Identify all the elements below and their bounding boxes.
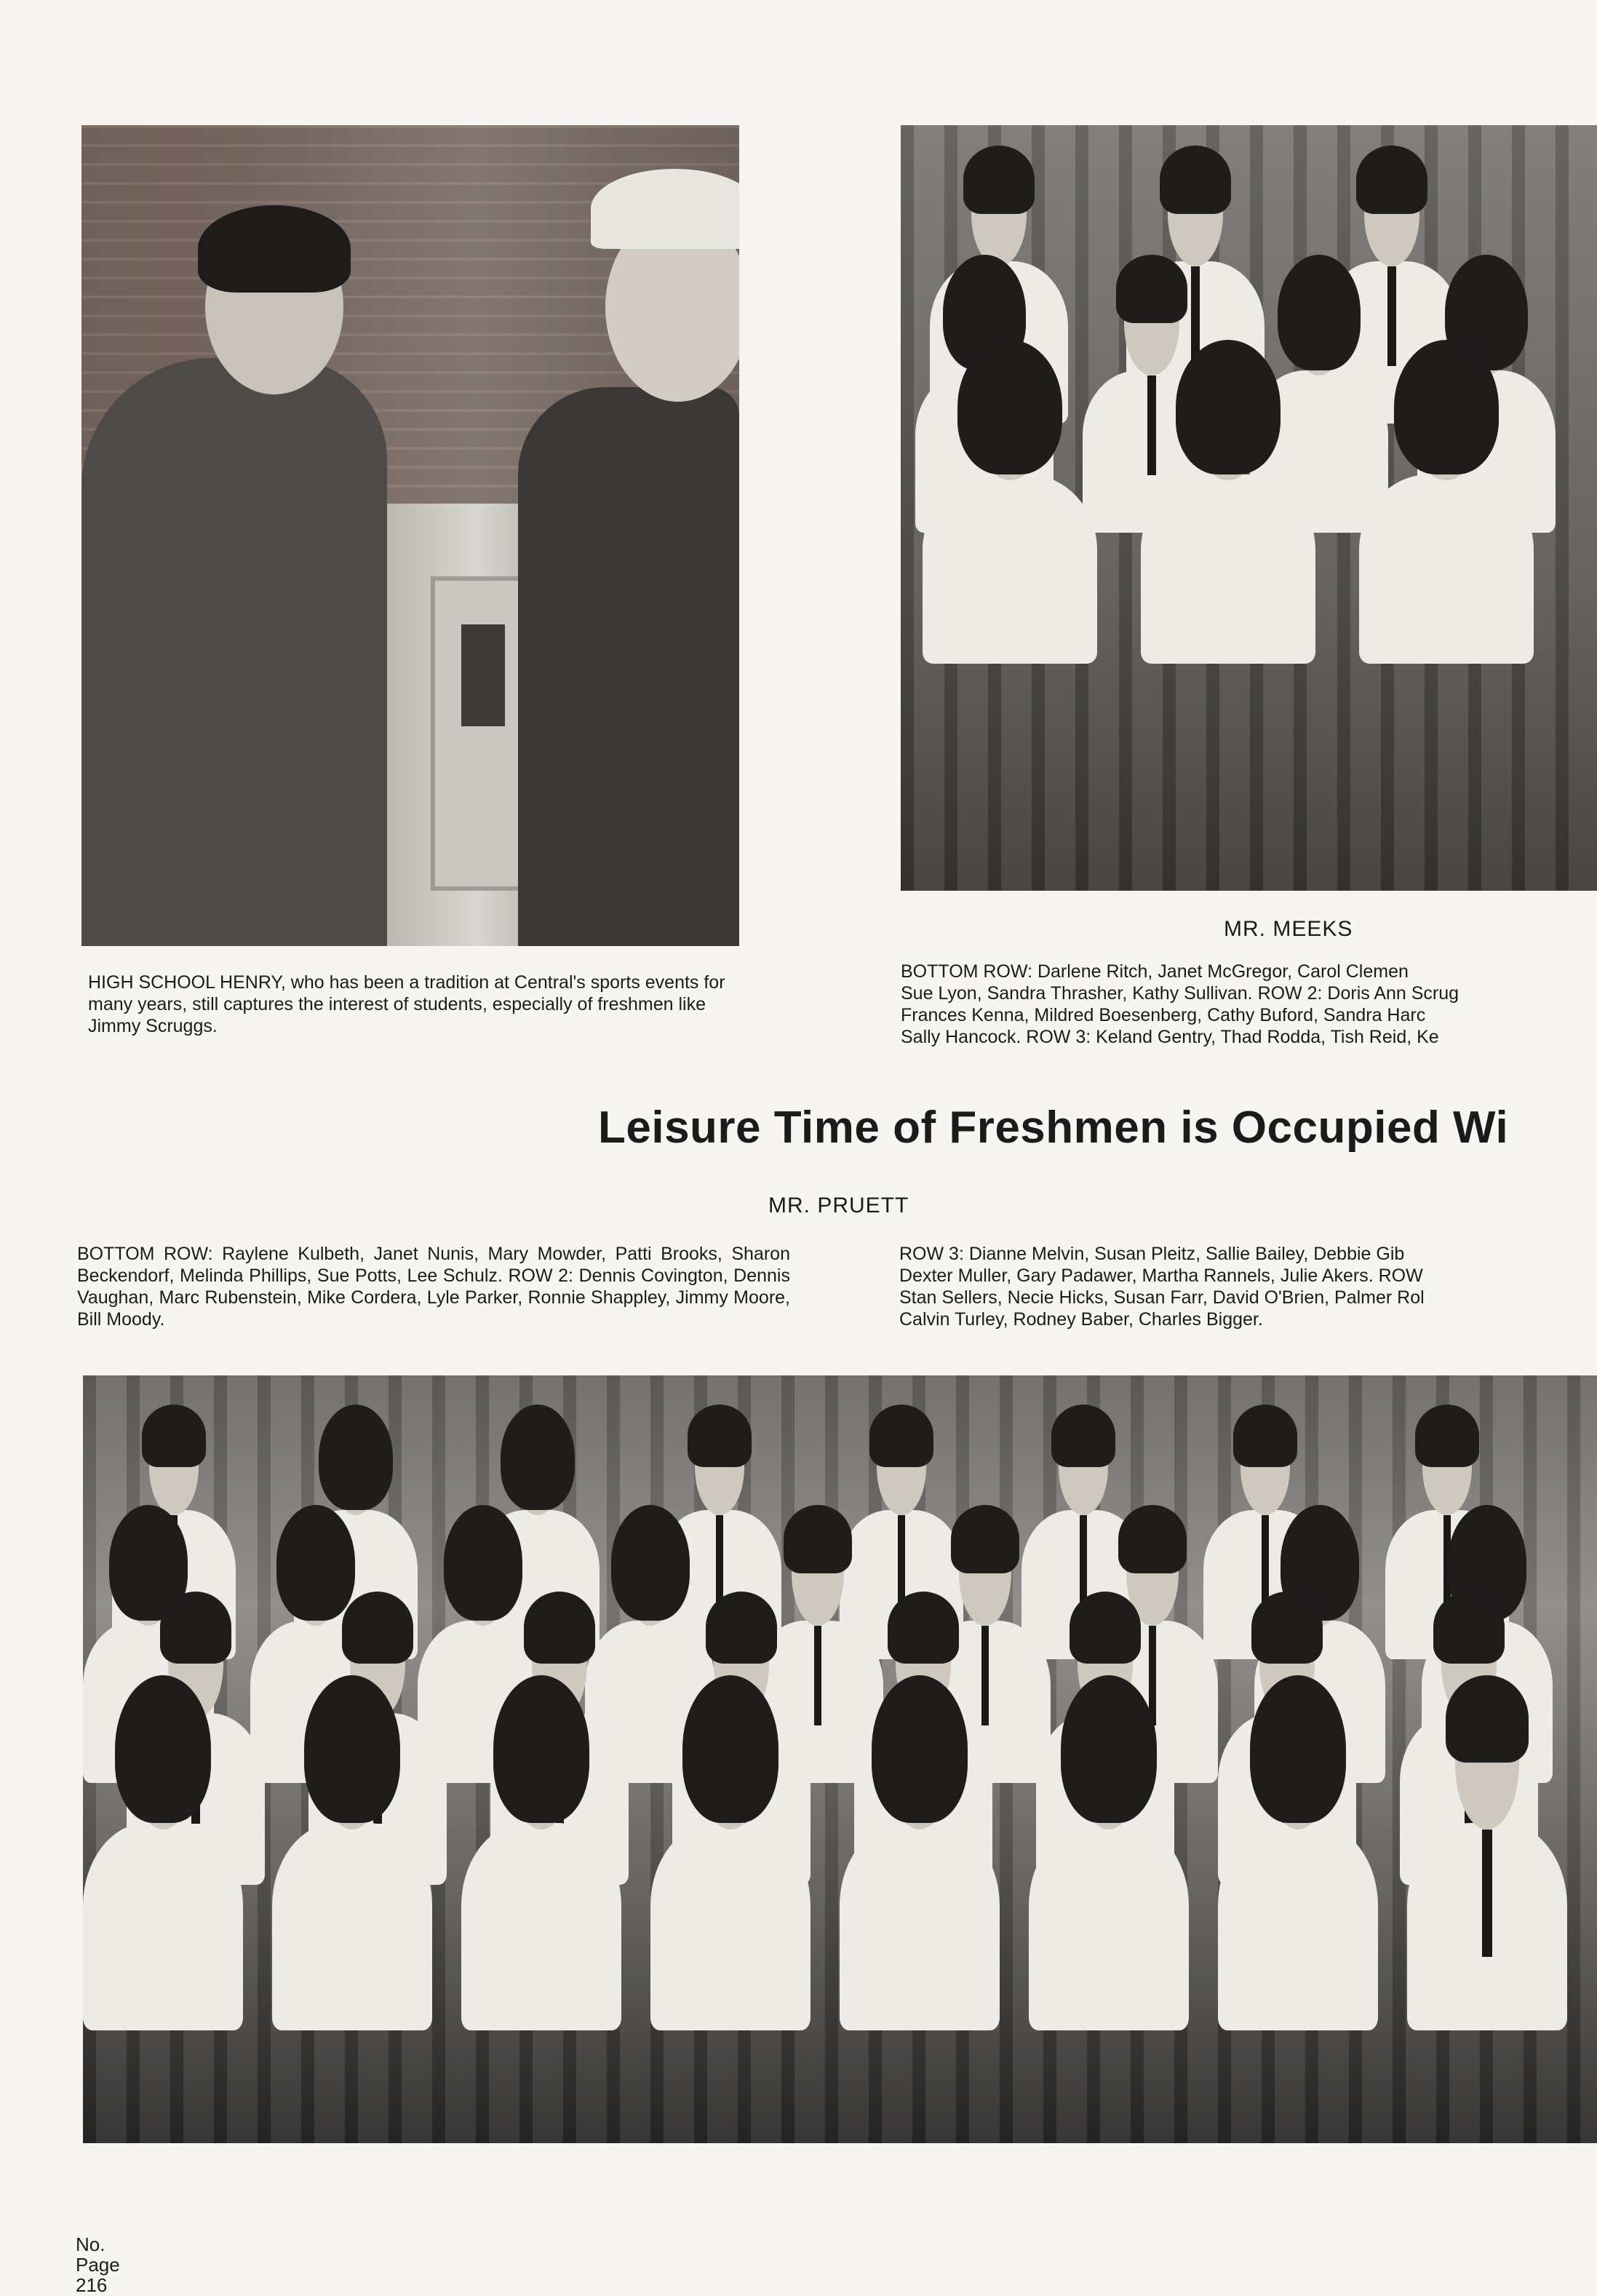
silhouette-hair — [1433, 1592, 1505, 1664]
caption-meeks-line: Frances Kenna, Mildred Boesenberg, Cathy Buford, Sandra Harc — [901, 1005, 1426, 1025]
student-silhouette — [1029, 1696, 1189, 2030]
silhouette-hair — [501, 1405, 575, 1510]
silhouette-hair — [342, 1592, 414, 1664]
student-silhouette — [272, 1696, 432, 2030]
silhouette-shirt — [923, 474, 1097, 664]
silhouette-hair — [444, 1505, 522, 1620]
caption-pruett-right-line: Dexter Muller, Gary Padawer, Martha Rannels, Julie Akers. ROW — [899, 1266, 1423, 1286]
caption-henry: HIGH SCHOOL HENRY, who has been a tradition at Central's sports events for many years, still captures the interest of students, especially of freshmen like Jimmy Scruggs. — [88, 972, 725, 1036]
silhouette-hair — [160, 1592, 232, 1664]
silhouette-hair — [1278, 255, 1361, 370]
heading-meeks: MR. MEEKS — [1224, 917, 1353, 941]
silhouette-hair — [951, 1505, 1019, 1573]
silhouette-tie — [898, 1515, 905, 1606]
henry-cap — [591, 169, 739, 249]
silhouette-hair — [963, 146, 1035, 214]
silhouette-tie — [716, 1515, 723, 1606]
caption-meeks-line: BOTTOM ROW: Darlene Ritch, Janet McGregor, Carol Clemen — [901, 961, 1409, 982]
student-silhouette — [1218, 1696, 1378, 2030]
silhouette-shirt — [840, 1823, 1000, 2030]
student-hair — [198, 205, 351, 293]
silhouette-shirt — [650, 1823, 811, 2030]
silhouette-hair — [1250, 1675, 1346, 1822]
silhouette-hair — [888, 1592, 960, 1664]
student-silhouette — [923, 358, 1097, 664]
silhouette-shirt — [1029, 1823, 1189, 2030]
silhouette-hair — [1415, 1405, 1479, 1467]
caption-meeks — [901, 961, 1597, 1048]
silhouette-hair — [319, 1405, 393, 1510]
silhouette-hair — [1233, 1405, 1297, 1467]
silhouette-hair — [142, 1405, 206, 1467]
silhouette-hair — [115, 1675, 211, 1822]
photo-pruett-group — [83, 1375, 1597, 2143]
silhouette-hair — [276, 1505, 355, 1620]
silhouette-hair — [304, 1675, 400, 1822]
caption-pruett-right-line: ROW 3: Dianne Melvin, Susan Pleitz, Sallie Bailey, Debbie Gib — [899, 1244, 1405, 1264]
silhouette-hair — [1176, 340, 1281, 474]
silhouette-hair — [1116, 255, 1188, 323]
silhouette-tie — [1482, 1830, 1492, 1957]
silhouette-hair — [688, 1405, 752, 1467]
photo-high-school-henry — [81, 125, 739, 946]
door-window — [461, 624, 505, 726]
silhouette-hair — [706, 1592, 778, 1664]
caption-meeks-line: Sue Lyon, Sandra Thrasher, Kathy Sullivan. ROW 2: Doris Ann Scrug — [901, 983, 1459, 1004]
silhouette-shirt — [83, 1823, 243, 2030]
henry-figure — [518, 387, 739, 946]
caption-pruett-left: BOTTOM ROW: Raylene Kulbeth, Janet Nunis, Mary Mowder, Patti Brooks, Sharon Beckendorf, Melinda Phillips, Sue Potts, Lee Schulz. ROW 2: Dennis Covington, Dennis Vaughan, Marc Rubenstein, Mike Cordera, Lyle Parker, Ronnie Shappley, Jimmy Moore, Bill Moody. — [77, 1244, 790, 1330]
student-silhouette — [1141, 358, 1315, 664]
silhouette-hair — [1061, 1675, 1157, 1822]
silhouette-hair — [1070, 1592, 1142, 1664]
silhouette-hair — [869, 1405, 933, 1467]
silhouette-hair — [957, 340, 1062, 474]
silhouette-hair — [493, 1675, 589, 1822]
silhouette-shirt — [1141, 474, 1315, 664]
page-number-line: No. — [76, 2233, 105, 2255]
student-silhouette — [1407, 1696, 1567, 2030]
page-number-line: 216 — [76, 2274, 108, 2296]
silhouette-hair — [611, 1505, 690, 1620]
student-silhouette — [1359, 358, 1534, 664]
silhouette-hair — [682, 1675, 778, 1822]
silhouette-tie — [1387, 266, 1395, 366]
silhouette-shirt — [1359, 474, 1534, 664]
page-number-line: Page — [76, 2254, 120, 2276]
caption-meeks-line: Sally Hancock. ROW 3: Keland Gentry, Thad Rodda, Tish Reid, Ke — [901, 1027, 1439, 1047]
caption-pruett-right-line: Calvin Turley, Rodney Baber, Charles Bigger. — [899, 1309, 1263, 1330]
caption-pruett-right — [899, 1243, 1597, 1330]
silhouette-hair — [1051, 1405, 1115, 1467]
main-title: Leisure Time of Freshmen is Occupied Wi — [598, 1103, 1509, 1153]
silhouette-hair — [1356, 146, 1428, 214]
student-silhouette — [650, 1696, 811, 2030]
student-silhouette — [840, 1696, 1000, 2030]
silhouette-hair — [784, 1505, 852, 1573]
silhouette-shirt — [272, 1823, 432, 2030]
caption-pruett-right-line: Stan Sellers, Necie Hicks, Susan Farr, David O'Brien, Palmer Rol — [899, 1287, 1425, 1308]
silhouette-tie — [814, 1626, 822, 1725]
silhouette-hair — [1160, 146, 1232, 214]
silhouette-hair — [1394, 340, 1499, 474]
silhouette-hair — [1118, 1505, 1187, 1573]
student-figure — [81, 358, 387, 946]
photo-meeks-group — [901, 125, 1597, 891]
heading-pruett: MR. PRUETT — [768, 1193, 909, 1217]
silhouette-hair — [524, 1592, 596, 1664]
silhouette-shirt — [461, 1823, 621, 2030]
page-number — [76, 2234, 120, 2295]
silhouette-shirt — [1218, 1823, 1378, 2030]
student-silhouette — [83, 1696, 243, 2030]
student-silhouette — [461, 1696, 621, 2030]
silhouette-hair — [872, 1675, 968, 1822]
silhouette-hair — [1251, 1592, 1323, 1664]
silhouette-tie — [1080, 1515, 1087, 1606]
silhouette-hair — [1446, 1675, 1529, 1763]
